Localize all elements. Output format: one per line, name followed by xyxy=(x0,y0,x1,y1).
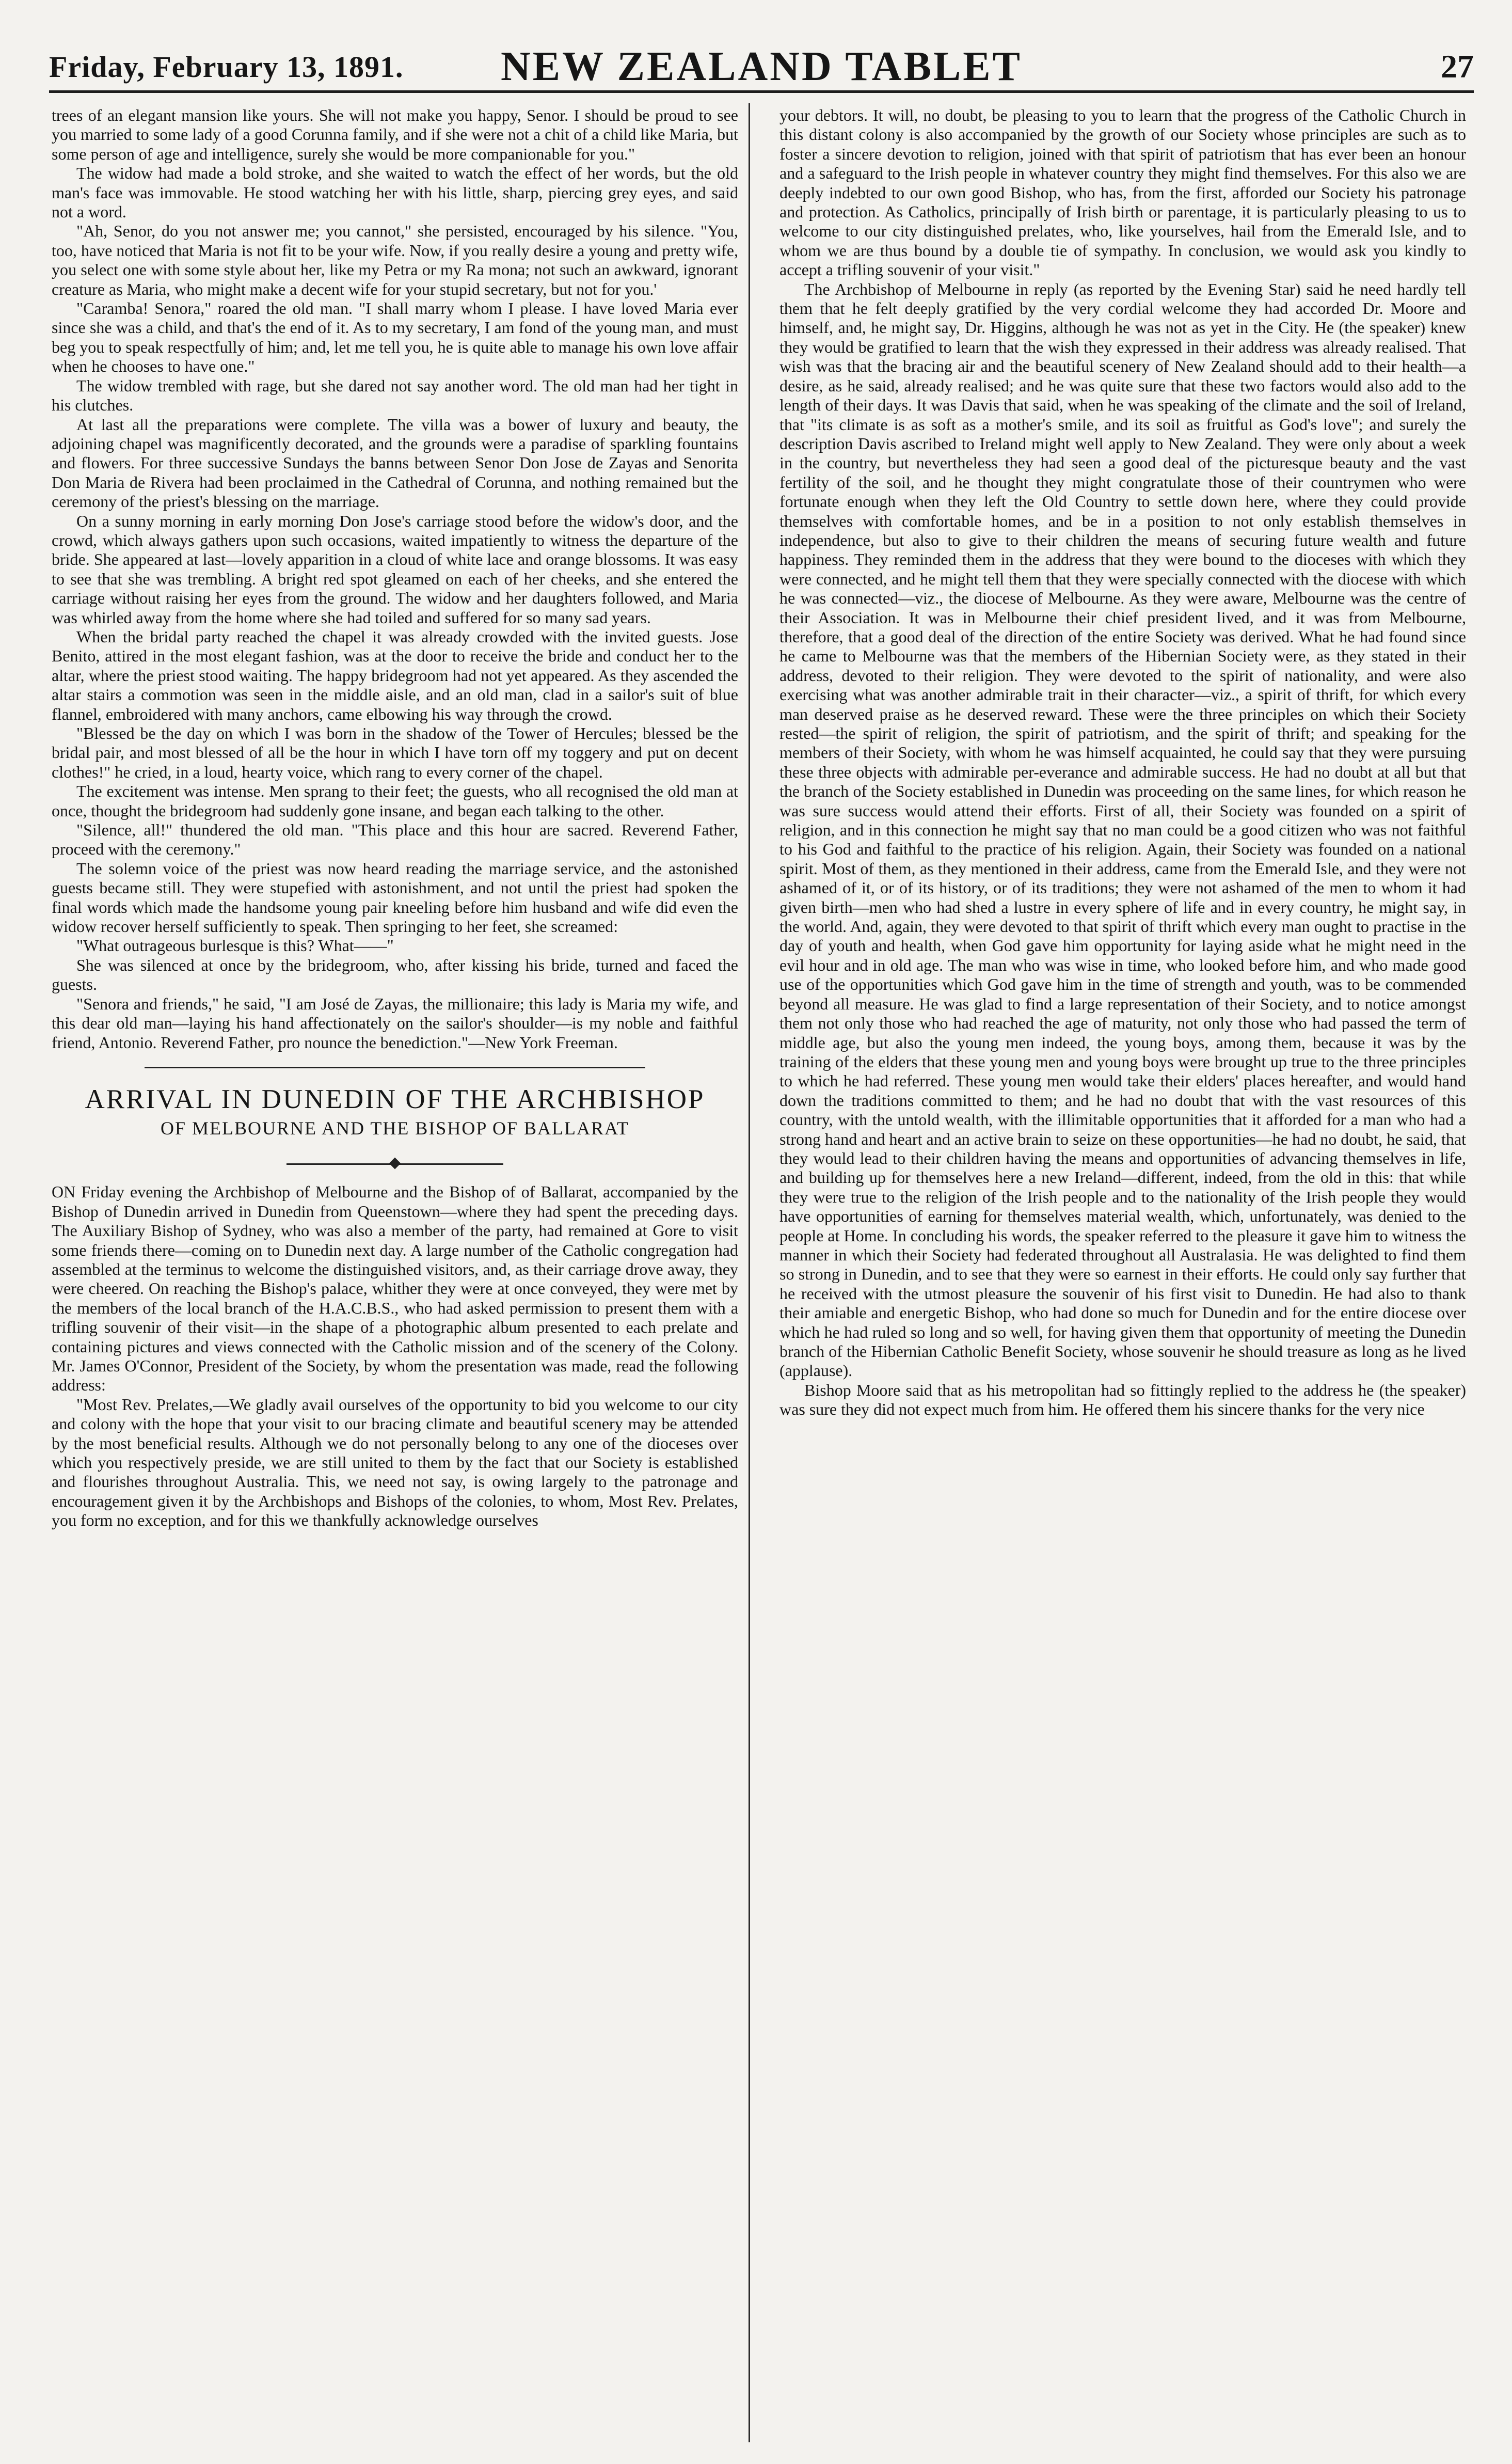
story-paragraph: "Silence, all!" thundered the old man. "This place and this hour are sacred. Reverend Father, proceed with the ceremony." xyxy=(52,820,738,859)
newspaper-title: NEW ZEALAND TABLET xyxy=(500,44,1023,89)
story-paragraph: trees of an elegant mansion like yours. She will not make you happy, Senor. I should be proud to see you married to some lady of a good Corunna family, and if she were not a chit of a child like Maria, but some person of age and intelligence, surely she would be more companionable for you." xyxy=(52,106,738,163)
story-paragraph: On a sunny morning in early morning Don Jose's carriage stood before the widow's door, and the crowd, which always gathers upon such occasions, waited impatiently to witness the departure of the bride. She appeared at last—lovely apparition in a cloud of white lace and orange blossoms. It was easy to see that she was trembling. A bright red spot gleamed on each of her cheeks, and she entered the carriage without raising her eyes from the ground. The widow and her daughters followed, and Maria was whirled away from the home where she had toiled and suffered for so many sad years. xyxy=(52,511,738,627)
article-subheadline: OF MELBOURNE AND THE BISHOP OF BALLARAT xyxy=(160,1117,630,1139)
story-paragraph: "Senora and friends," he said, "I am José de Zayas, the millionaire; this lady is Maria my wife, and this dear old man—laying his hand affectionately on the sailor's shoulder—is my noble and faithful friend, Antonio. Reverend Father, pro nounce the benediction."—New York Freeman. xyxy=(52,994,738,1052)
story-paragraph: When the bridal party reached the chapel it was already crowded with the invited guests. Jose Benito, attired in the most elegant fashion, was at the door to receive the bride and conduct her to the altar, where the priest stood waiting. The happy bridegroom had not yet appeared. As they ascended the altar stairs a commotion was seen in the middle aisle, and an old man, clad in a sailor's suit of blue flannel, embroidered with many anchors, came elbowing his way through the crowd. xyxy=(52,627,738,723)
story-paragraph: "Caramba! Senora," roared the old man. "I shall marry whom I please. I have loved Maria ever since she was a child, and that's the end of it. As to my secretary, I am fond of the young man, and must beg you to speak respectfully of him; and, let me tell you, he is quite able to manage his own love affair when he chooses to have one." xyxy=(52,299,738,376)
story-paragraph: "Ah, Senor, do you not answer me; you cannot," she persisted, encouraged by his silence. "You, too, have noticed that Maria is not fit to be your wife. Now, if you really desire a young and pretty wife, you select one with some style about her, like my Petra or my Ra mona; not such an awkward, ignorant creature as Maria, who might make a decent wife for your stupid secretary, but not for you.' xyxy=(52,222,738,298)
article-headline: ARRIVAL IN DUNEDIN OF THE ARCHBISHOP xyxy=(85,1084,705,1114)
story-paragraph: She was silenced at once by the bridegroom, who, after kissing his bride, turned and faced the guests. xyxy=(52,955,738,994)
issue-date: Friday, February 13, 1891. xyxy=(49,50,404,84)
article-paragraph: "Most Rev. Prelates,—We gladly avail ourselves of the opportunity to bid you welcome to our city and colony with the hope that your visit to our bracing climate and beautiful scenery may be attended by the most beneficial results. Although we do not personally belong to any one of the dioceses over which you respectively preside, we are still united to them by the fact that our Society is established and flourishes throughout Australia. This, we need not say, is owing largely to the patronage and encouragement given it by the Archbishops and Bishops of the colonies, to whom, Most Rev. Prelates, you form no exception, and for this we thankfully acknowledge ourselves xyxy=(52,1395,738,1530)
story-paragraph: The solemn voice of the priest was now heard reading the marriage service, and the astonished guests became still. They were stupefied with astonishment, and not until the priest had spoken the final words which made the handsome young pair kneeling before him husband and wife did even the widow recover herself sufficiently to speak. Then springing to her feet, she screamed: xyxy=(52,859,738,936)
article-paragraph: The Archbishop of Melbourne in reply (as reported by the Evening Star) said he need hardly tell them that he felt deeply gratified by the very cordial welcome they had accorded Dr. Moore and himself, and, he might say, Dr. Higgins, although he was not as yet in the City. He (the speaker) knew they would be gratified to learn that the wish they expressed in their address was already realised. That wish was that the bracing air and the beautiful scenery of New Zealand should add to their health—a desire, as he said, already realised; and he was quite sure that these two factors would also add to the length of their days. It was Davis that said, when he was speaking of the climate and the soil of Ireland, that "its climate is as soft as a mother's smile, and its soil as fruitful as God's love"; and surely the description Davis ascribed to Ireland might well apply to New Zealand. They were only about a week in the country, but nevertheless they had seen a good deal of the picturesque beauty and the vast fertility of the soil, and he thought they might congratulate those of their countrymen who were fortunate enough when they left the Old Country to settle down here, where they could provide themselves with comfortable homes, and be in a position to not only establish themselves in independence, but also to give to their children the means of securing future wealth and future happiness. They reminded them in the address that they were bound to the dioceses with which they were connected, and he might tell them that they were specially connected with the diocese with which he was connected—viz., the diocese of Melbourne. As they were aware, Melbourne was the centre of their Association. It was in Melbourne their chief president lived, and it was from Melbourne, therefore, that a good deal of the direction of the entire Society was derived. What he had found since he came to Melbourne was that the members of the Hibernian Society were, as they stated in their address, devoted to their religion. They were devoted to the spirit of nationality, and were also exercising what was another admirable trait in their character—viz., a spirit of thrift, for which every man deserved praise as he deserved reward. These were the three principles on which their Society rested—the spirit of religion, the spirit of patriotism, and the spirit of thrift; and speaking for the members of their Society, with whom he was himself acquainted, he could say that they were pursuing these three objects with admirable per-everance and admirable success. He had no doubt at all but that the branch of the Society established in Dunedin was proceeding on the same lines, for which reason he was sure success would attend their efforts. First of all, their Society was founded on a spirit of religion, and in this connection he might say that no man could be a good citizen who was not faithful to his God and faithful to the practice of his religion. Again, their Society was founded on a national spirit. Most of them, as they mentioned in their address, came from the Emerald Isle, and they were not ashamed of it, or of its history, or of its traditions; they were not ashamed of the men to whom it had given birth—men who had shed a lustre in every sphere of life and in every country, he might say, in the world. And, again, they were devoted to that spirit of thrift which every man ought to practise in the day of youth and health, when God gave him opportunity for laying aside what he might need in the evil hour and in old age. The man who was wise in time, who looked before him, and who made good use of the opportunities which God gave him in the time of strength and youth, was to be commended beyond all measure. He was glad to find a large representation of their Society, and to notice amongst them not only those who had reached the age of maturity, not only those who had passed the term of middle age, but also the young men indeed, the young boys, among them, because it was by the training of the elders that these young men and young boys were brought up true to the three principles to which he had referred. These young men would take their elders' places hereafter, and would hand down the traditions committed to them; and he had no doubt that with the vast resources of this country, with the untold wealth, with the illimitable opportunities that it afforded for a man who had a strong hand and heart and an active brain to seize on these opportunities—he had no doubt, he said, that they would lead to their children having the means and opportunities of advancing themselves in life, and building up for themselves here a new Ireland—different, indeed, from the old in this: that while they were true to the religion of the Irish people and to the nationality of the Irish people they would have opportunities of earning for themselves material wealth, which, unfortunately, was denied to the people at Home. In concluding his words, the speaker referred to the pleasure it gave him to witness the manner in which their Society had federated throughout all Australasia. He was delighted to find them so strong in Dunedin, and to see that they were so earnest in their efforts. He could only say further that he received with the utmost pleasure the souvenir of his first visit to Dunedin. He had also to thank their amiable and energetic Bishop, who had done so much for Dunedin and for the entire diocese over which he had ruled so long and so well, for having given them that opportunity of meeting the Dunedin branch of the Hibernian Catholic Benefit Society, whose souvenir he should treasure as long as he lived (applause). xyxy=(779,279,1466,1380)
story-paragraph: "What outrageous burlesque is this? What——" xyxy=(76,936,394,955)
story-paragraph: The excitement was intense. Men sprang to their feet; the guests, who all recognised the old man at once, thought the bridegroom had suddenly gone insane, and began each talking to the other. xyxy=(52,782,738,820)
left-column xyxy=(52,106,738,2450)
ornament-rule xyxy=(52,1153,738,1172)
story-paragraph: At last all the preparations were complete. The villa was a bower of luxury and beauty, the adjoining chapel was magnificently decorated, and the grounds were a paradise of sparkling fountains and flowers. For three successive Sundays the banns between Senor Don Jose de Zayas and Senorita Don Maria de Rivera had been proclaimed in the Cathedral of Corunna, and nothing remained but the ceremony of the priest's blessing on the marriage. xyxy=(52,415,738,511)
right-column xyxy=(779,106,1466,2450)
article-divider xyxy=(145,1067,645,1068)
story-paragraph: The widow trembled with rage, but she dared not say another word. The old man had her tight in his clutches. xyxy=(52,376,738,415)
column-rule xyxy=(749,103,750,2442)
article-paragraph: your debtors. It will, no doubt, be pleasing to you to learn that the progress of the Catholic Church in this distant colony is also accompanied by the growth of our Society whose principles are such as to foster a sincere devotion to religion, joined with that spirit of patriotism that has ever been an honour and a safeguard to the Irish people in whatever country they might find themselves. For this also we are deeply indebted to our own good Bishop, who has, from the first, afforded our Society his patronage and protection. As Catholics, principally of Irish birth or parentage, it is particularly pleasing to us to welcome to our city distinguished prelates, who, like yourselves, hail from the Emerald Isle, and to whom we are thus bound by a double tie of sympathy. In conclusion, we would ask you kindly to accept a trifling souvenir of your visit." xyxy=(779,106,1466,279)
page-number: 27 xyxy=(1441,48,1474,85)
story-paragraph: The widow had made a bold stroke, and she waited to watch the effect of her words, but the old man's face was immovable. He stood watching her with his little, sharp, piercing grey eyes, and said not a word. xyxy=(52,164,738,222)
story-paragraph: "Blessed be the day on which I was born in the shadow of the Tower of Hercules; blessed be the bridal pair, and most blessed of all be the hour in which I have torn off my toggery and put on decent clothes!" he cried, in a loud, hearty voice, which rang to every corner of the chapel. xyxy=(52,724,738,781)
masthead xyxy=(49,41,1474,93)
article-paragraph: Bishop Moore said that as his metropolitan had so fittingly replied to the address he (the speaker) was sure they did not expect much from him. He offered them his sincere thanks for the very nice xyxy=(779,1380,1466,1419)
article-paragraph: ON Friday evening the Archbishop of Melbourne and the Bishop of of Ballarat, accompanied by the Bishop of Dunedin arrived in Dunedin from Queenstown—where they had spent the preceding days. The Auxiliary Bishop of Sydney, who was also a member of the party, had remained at Gore to visit some friends there—coming on to Dunedin next day. A large number of the Catholic congregation had assembled at the terminus to welcome the distinguished visitors, and, as their carriage drove away, they were cheered. On reaching the Bishop's palace, whither they were at once conveyed, they were met by the members of the local branch of the H.A.C.B.S., who had asked permission to present them with a trifling souvenir of their visit—in the shape of a photographic album presented to each prelate and containing pictures and views connected with the Catholic mission and of the scenery of the Colony. Mr. James O'Connor, President of the Society, by whom the presentation was made, read the following address: xyxy=(52,1182,738,1395)
